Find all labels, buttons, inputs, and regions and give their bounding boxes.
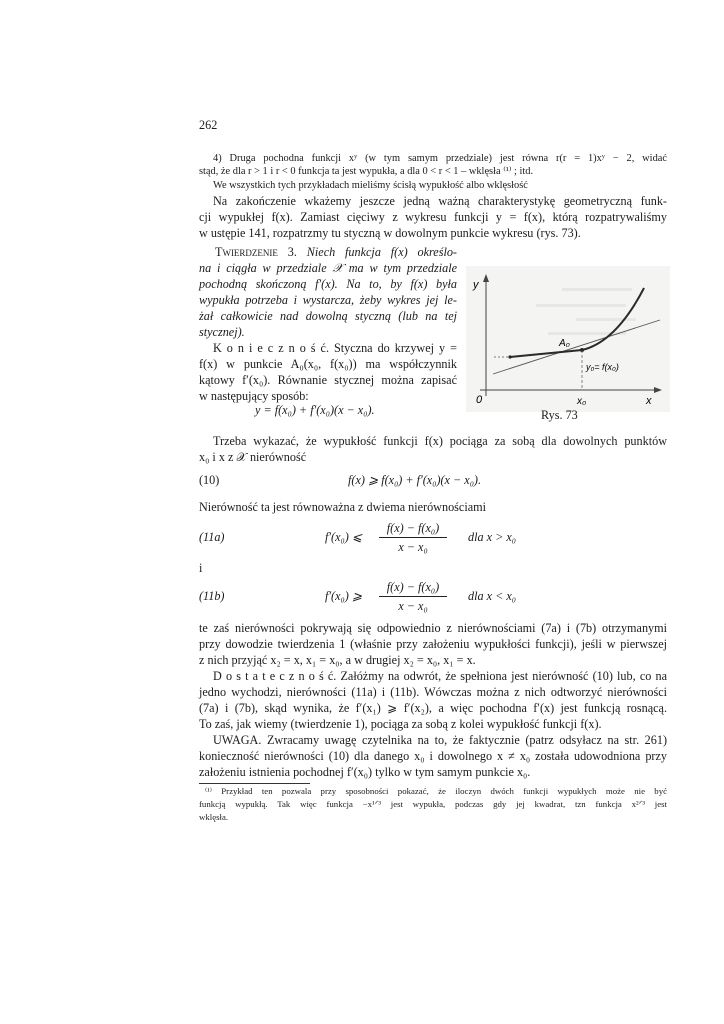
proof-line: K o n i e c z n o ś ć. Styczna do krzywej y = — [213, 341, 457, 355]
eq11b-numerator: f(x) − f(x₀) — [386, 580, 440, 594]
eq11b-lhs: f′(x₀) ⩾ — [325, 589, 363, 603]
after-line: Trzeba wykazać, że wypukłość funkcji f(x) pociąga za sobą dla dowolnych punktów — [213, 434, 667, 448]
eq11a-numerator: f(x) − f(x₀) — [386, 521, 440, 535]
footnote-line: ⁽¹⁾ Przykład ten pozwala przy sposobności pokazać, że iloczyn dwóch funkcji wypukłych może nie być — [205, 786, 667, 796]
remark-line: 4) Druga pochodna funkcji xʸ (w tym samym przedziale) jest równa r(r = 1)xʸ − 2, widać — [213, 153, 667, 164]
intro-line: Na zakończenie wkażemy jeszcze jedną ważną charakterystykę geometryczną funk- — [213, 194, 667, 208]
label-y: y — [473, 279, 479, 291]
proof-line: w następujący sposób: — [199, 389, 309, 403]
remark-line: stąd, że dla r > 1 i r < 0 funkcja ta jest wypukła, a dla 0 < r < 1 – wklęsła ⁽¹⁾ ; itd. — [199, 166, 534, 177]
eq10-formula: f(x) ⩾ f(x₀) + f′(x₀)(x − x₀). — [348, 473, 482, 487]
proof-line: f(x) w punkcie A₀(x₀, f(x₀)) ma współczynnik — [199, 357, 457, 371]
intro-line: w ustępie 141, rozpatrzmy tu styczną w dowolnym punkcie wykresu (rys. 73). — [199, 226, 581, 240]
label-origin: 0 — [476, 394, 483, 406]
eq11a-label: (11a) — [199, 530, 225, 544]
eq11a-fraction-bar — [379, 537, 447, 538]
post-line: (7a) i (7b), skąd wynika, że f′(x₁) ⩾ f′(x₂), a więc pochodna f′(x) jest funkcją rosnącą. — [199, 701, 667, 715]
theorem-line: na i ciągła w przedziale 𝒳 ma w tym przedziale — [199, 261, 457, 275]
intro-line: cji wypukłej f(x). Zamiast cięciwy z wykresu funkcji y = f(x), którą rozpatrywaliśmy — [199, 210, 667, 224]
curve-start-point — [508, 355, 511, 358]
theorem-line: Twierdzenie 3. Niech funkcja f(x) określo- — [215, 245, 457, 259]
remark-line: We wszystkich tych przykładach mieliśmy ścisłą wypukłość albo wklęsłość — [213, 180, 528, 191]
eq11a-denominator: x − x₀ — [398, 540, 428, 554]
post-line: D o s t a t e c z n o ś ć. Załóżmy na odwrót, że spełniona jest nierówność (10) lub, co na — [213, 669, 667, 683]
post-line: To zaś, jak wiemy (twierdzenie 1), pociąga za sobą z kolei wypukłość funkcji f(x). — [199, 717, 602, 731]
eq11b-denominator: x − x₀ — [398, 599, 428, 613]
theorem-line: żał całkowicie nad dowolną styczną (lub na tej — [199, 309, 457, 323]
eq11b-label: (11b) — [199, 589, 225, 603]
post-line: te zaś nierówności pokrywają się odpowiednio z nierównościami (7a) i (7b) otrzymanymi — [199, 621, 667, 635]
after-line: x₀ i x z 𝒳 nierówność — [199, 450, 307, 464]
post-line: przy dowodzie twierdzenia 1 (właśnie przy założeniu wypukłości funkcji), jeśli w pierwszej — [199, 637, 667, 651]
label-y0: y₀= f(x₀) — [586, 362, 619, 372]
theorem-line: stycznej). — [199, 325, 245, 339]
eq11a-condition: dla x > x₀ — [468, 530, 516, 544]
proof-line: kątowy f′(x₀). Równanie stycznej można zapisać — [199, 373, 457, 387]
eq11b-condition: dla x < x₀ — [468, 589, 516, 603]
eq11b-fraction-bar — [379, 596, 447, 597]
footnote-line: wklęsła. — [199, 812, 229, 822]
conjunction: i — [199, 561, 203, 575]
eq11a-lhs: f′(x₀) ⩽ — [325, 530, 363, 544]
post-line: założeniu istnienia pochodnej f′(x₀) tylko w tym samym punkcie x₀. — [199, 765, 531, 779]
label-a0: A₀ — [559, 338, 570, 349]
post-line: konieczność nierówności (10) dla danego x₀ i dowolnego x ≠ x₀ została udowodniona przy — [199, 749, 667, 763]
label-x0: x₀ — [577, 396, 587, 407]
figure-caption: Rys. 73 — [541, 408, 578, 422]
label-x: x — [646, 395, 652, 407]
eq10-label: (10) — [199, 473, 220, 487]
footnote-rule — [199, 783, 310, 784]
page-number: 262 — [199, 118, 218, 132]
footnote-line: funkcją wypukłą. Tak więc funkcja −x¹ᐟ³ jest wypukła, podczas gdy jej kwadrat, tzn funkcja x²ᐟ³ jest — [199, 799, 667, 809]
post-line: UWAGA. Zwracamy uwagę czytelnika na to, że faktycznie (patrz odsyłacz na str. 261) — [213, 733, 667, 747]
theorem-line: pochodną skończoną f′(x). Na to, by f(x) była — [199, 277, 457, 291]
theorem-line: wypukła potrzeba i wystarcza, żeby wykres jej le- — [199, 293, 457, 307]
post-line: z nich przyjąć x₂ = x, x₁ = x₀, a w drugiej x₂ = x₀, x₁ = x. — [199, 653, 476, 667]
equiv-line: Nierówność ta jest równoważna z dwiema nierównościami — [199, 500, 486, 514]
figure-73 — [466, 266, 670, 412]
post-line: jedno wychodzi, nierówności (11a) i (11b). Wówczas można z nich odtworzyć nierówności — [199, 685, 667, 699]
tangent-equation: y = f(x₀) + f′(x₀)(x − x₀). — [255, 403, 375, 417]
